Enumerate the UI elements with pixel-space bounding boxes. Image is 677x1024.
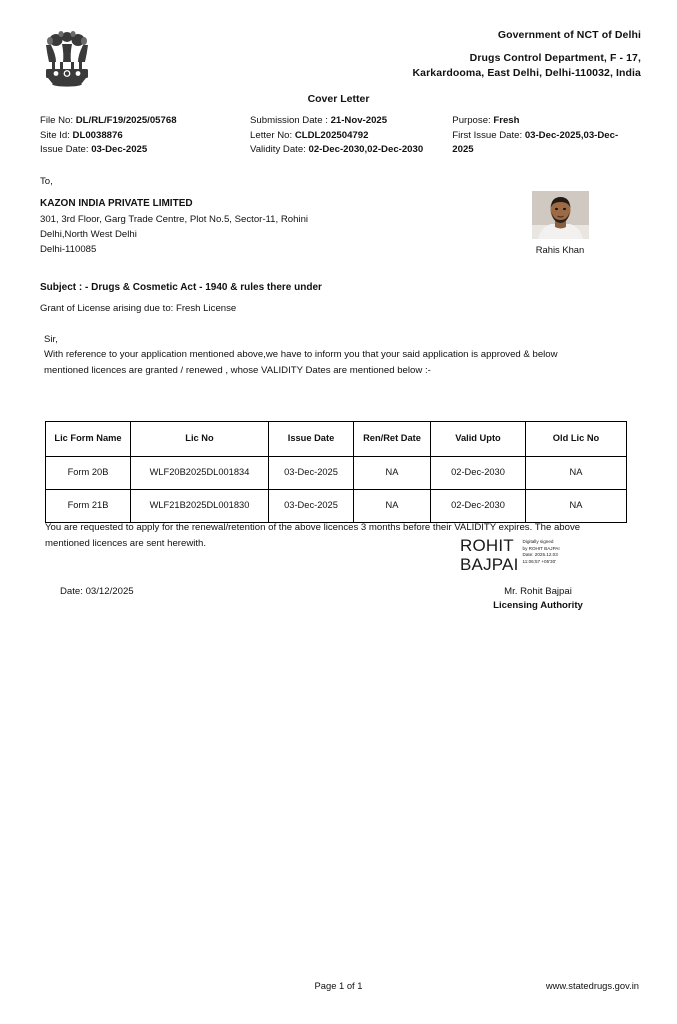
- meta-letter-no-value: CLDL202504792: [294, 129, 369, 141]
- meta-letter-no-label: Letter No:: [250, 129, 295, 141]
- meta-file-no: [40, 114, 242, 129]
- digital-signature-stamp: [460, 536, 620, 578]
- dept-line-2: Karkardooma, East Delhi, Delhi-110032, India: [412, 67, 641, 80]
- footer-website: www.statedrugs.gov.in: [545, 980, 639, 991]
- meta-purpose-value: Fresh: [493, 115, 520, 126]
- signature-metadata: [519, 536, 560, 565]
- signature-date: Date: 03/12/2025: [60, 586, 134, 597]
- meta-submission-date-value: 21-Nov-2025: [330, 115, 388, 126]
- cell-valid-upto: 02-Dec-2030: [431, 490, 526, 523]
- table-row: [46, 490, 627, 523]
- meta-validity-date-value: 02-Dec-2030,02-Dec-2030: [308, 144, 424, 156]
- closing-paragraph: You are requested to apply for the renewal/retention of the above licences 3 months before their VALIDITY expires. The above mentioned licences are sent herewith.: [45, 522, 581, 549]
- meta-file-no-label: File No:: [40, 115, 76, 126]
- column-header-valid-upto: Valid Upto: [431, 422, 526, 457]
- cell-old-lic-no: NA: [526, 457, 627, 490]
- digital-signature-block: [460, 536, 620, 614]
- table-header-row: [46, 422, 627, 457]
- document-header: [38, 24, 641, 94]
- signature-name: [460, 536, 519, 574]
- signature-meta-line-3: Date: 2025.12.03: [522, 552, 558, 558]
- meta-validity-date: [250, 143, 444, 158]
- column-header-lic-form-name: Lic Form Name: [46, 422, 131, 457]
- meta-first-issue-date-label: First Issue Date:: [452, 129, 525, 141]
- org-name: Government of NCT of Delhi: [497, 29, 641, 41]
- meta-first-issue-date: [452, 129, 632, 158]
- column-header-old-lic-no: Old Lic No: [526, 422, 627, 457]
- meta-site-id: [40, 129, 242, 144]
- to-label: To,: [40, 176, 53, 187]
- cell-valid-upto: 02-Dec-2030: [431, 457, 526, 490]
- cell-issue-date: 03-Dec-2025: [269, 490, 354, 523]
- meta-site-id-value: DL0038876: [72, 129, 123, 141]
- cell-form-name: Form 21B: [46, 490, 131, 523]
- footer-page-number: Page 1 of 1: [314, 980, 363, 991]
- signature-meta-line-2: by ROHIT BAJPAI: [522, 545, 560, 551]
- cell-issue-date: 03-Dec-2025: [269, 457, 354, 490]
- meta-column-middle: [250, 114, 452, 158]
- licence-table-body: [46, 457, 627, 523]
- cell-lic-no: WLF20B2025DL001834: [131, 457, 269, 490]
- grant-reason-line: Grant of License arising due to: Fresh License: [40, 303, 237, 314]
- addressee-address-line-1: 301, 3rd Floor, Garg Trade Centre, Plot No.5, Sector-11, Rohini: [40, 213, 309, 225]
- cell-ren-ret: NA: [354, 490, 431, 523]
- licence-table: [45, 421, 627, 523]
- meta-submission-date: [250, 114, 444, 129]
- organization-block: [413, 28, 642, 82]
- meta-issue-date-label: Issue Date:: [40, 144, 92, 156]
- addressee-block: [40, 196, 460, 257]
- applicant-photo-block: [500, 191, 620, 255]
- column-header-ren-ret-date: Ren/Ret Date: [354, 422, 431, 457]
- applicant-photo: [532, 191, 589, 239]
- column-header-lic-no: Lic No: [131, 422, 269, 457]
- licence-table-head: [46, 422, 627, 457]
- signature-meta-line-4: 11:06:57 +05'30': [522, 558, 557, 564]
- meta-site-id-label: Site Id:: [40, 129, 73, 141]
- signature-name-line-1: ROHIT: [460, 536, 514, 555]
- page-title: Cover Letter: [307, 93, 370, 105]
- cell-old-lic-no: NA: [526, 490, 627, 523]
- salutation: Sir,: [44, 334, 58, 345]
- column-header-issue-date: Issue Date: [269, 422, 354, 457]
- meta-first-issue-date-value: 03-Dec-2025,03-Dec-2025: [452, 129, 619, 156]
- meta-issue-date: [40, 143, 242, 158]
- meta-submission-date-label: Submission Date :: [250, 115, 331, 126]
- authority-name: Mr. Rohit Bajpai: [504, 586, 572, 597]
- signing-authority: [460, 585, 616, 614]
- meta-file-no-value: DL/RL/F19/2025/05768: [75, 115, 177, 126]
- signature-meta-line-1: Digitally signed: [522, 539, 554, 544]
- body-paragraph: With reference to your application mentioned above,we have to inform you that your said application is approved & below mentioned licences are granted / renewed , whose VALIDITY Dates are mentioned below :-: [44, 349, 558, 376]
- addressee-address-line-2: Delhi,North West Delhi: [40, 228, 137, 240]
- addressee-company: KAZON INDIA PRIVATE LIMITED: [40, 198, 193, 209]
- table-row: [46, 457, 627, 490]
- addressee-address-line-3: Delhi-110085: [40, 244, 97, 256]
- meta-purpose-label: Purpose:: [452, 115, 494, 126]
- signature-name-line-2: BAJPAI: [460, 555, 519, 575]
- meta-column-left: [40, 114, 250, 158]
- cell-ren-ret: NA: [354, 457, 431, 490]
- meta-issue-date-value: 03-Dec-2025: [91, 144, 148, 156]
- cell-lic-no: WLF21B2025DL001830: [131, 490, 269, 523]
- authority-title: Licensing Authority: [493, 600, 583, 612]
- meta-purpose: [452, 114, 632, 129]
- india-national-emblem-icon: [38, 24, 96, 90]
- dept-line-1: Drugs Control Department, F - 17,: [469, 52, 641, 65]
- document-meta: [40, 114, 640, 158]
- cell-form-name: Form 20B: [46, 457, 131, 490]
- meta-validity-date-label: Validity Date:: [250, 144, 309, 156]
- subject-line: Subject : - Drugs & Cosmetic Act - 1940 & rules there under: [40, 282, 322, 293]
- meta-column-right: [452, 114, 640, 158]
- applicant-photo-name: Rahis Khan: [535, 244, 585, 255]
- meta-letter-no: [250, 129, 444, 144]
